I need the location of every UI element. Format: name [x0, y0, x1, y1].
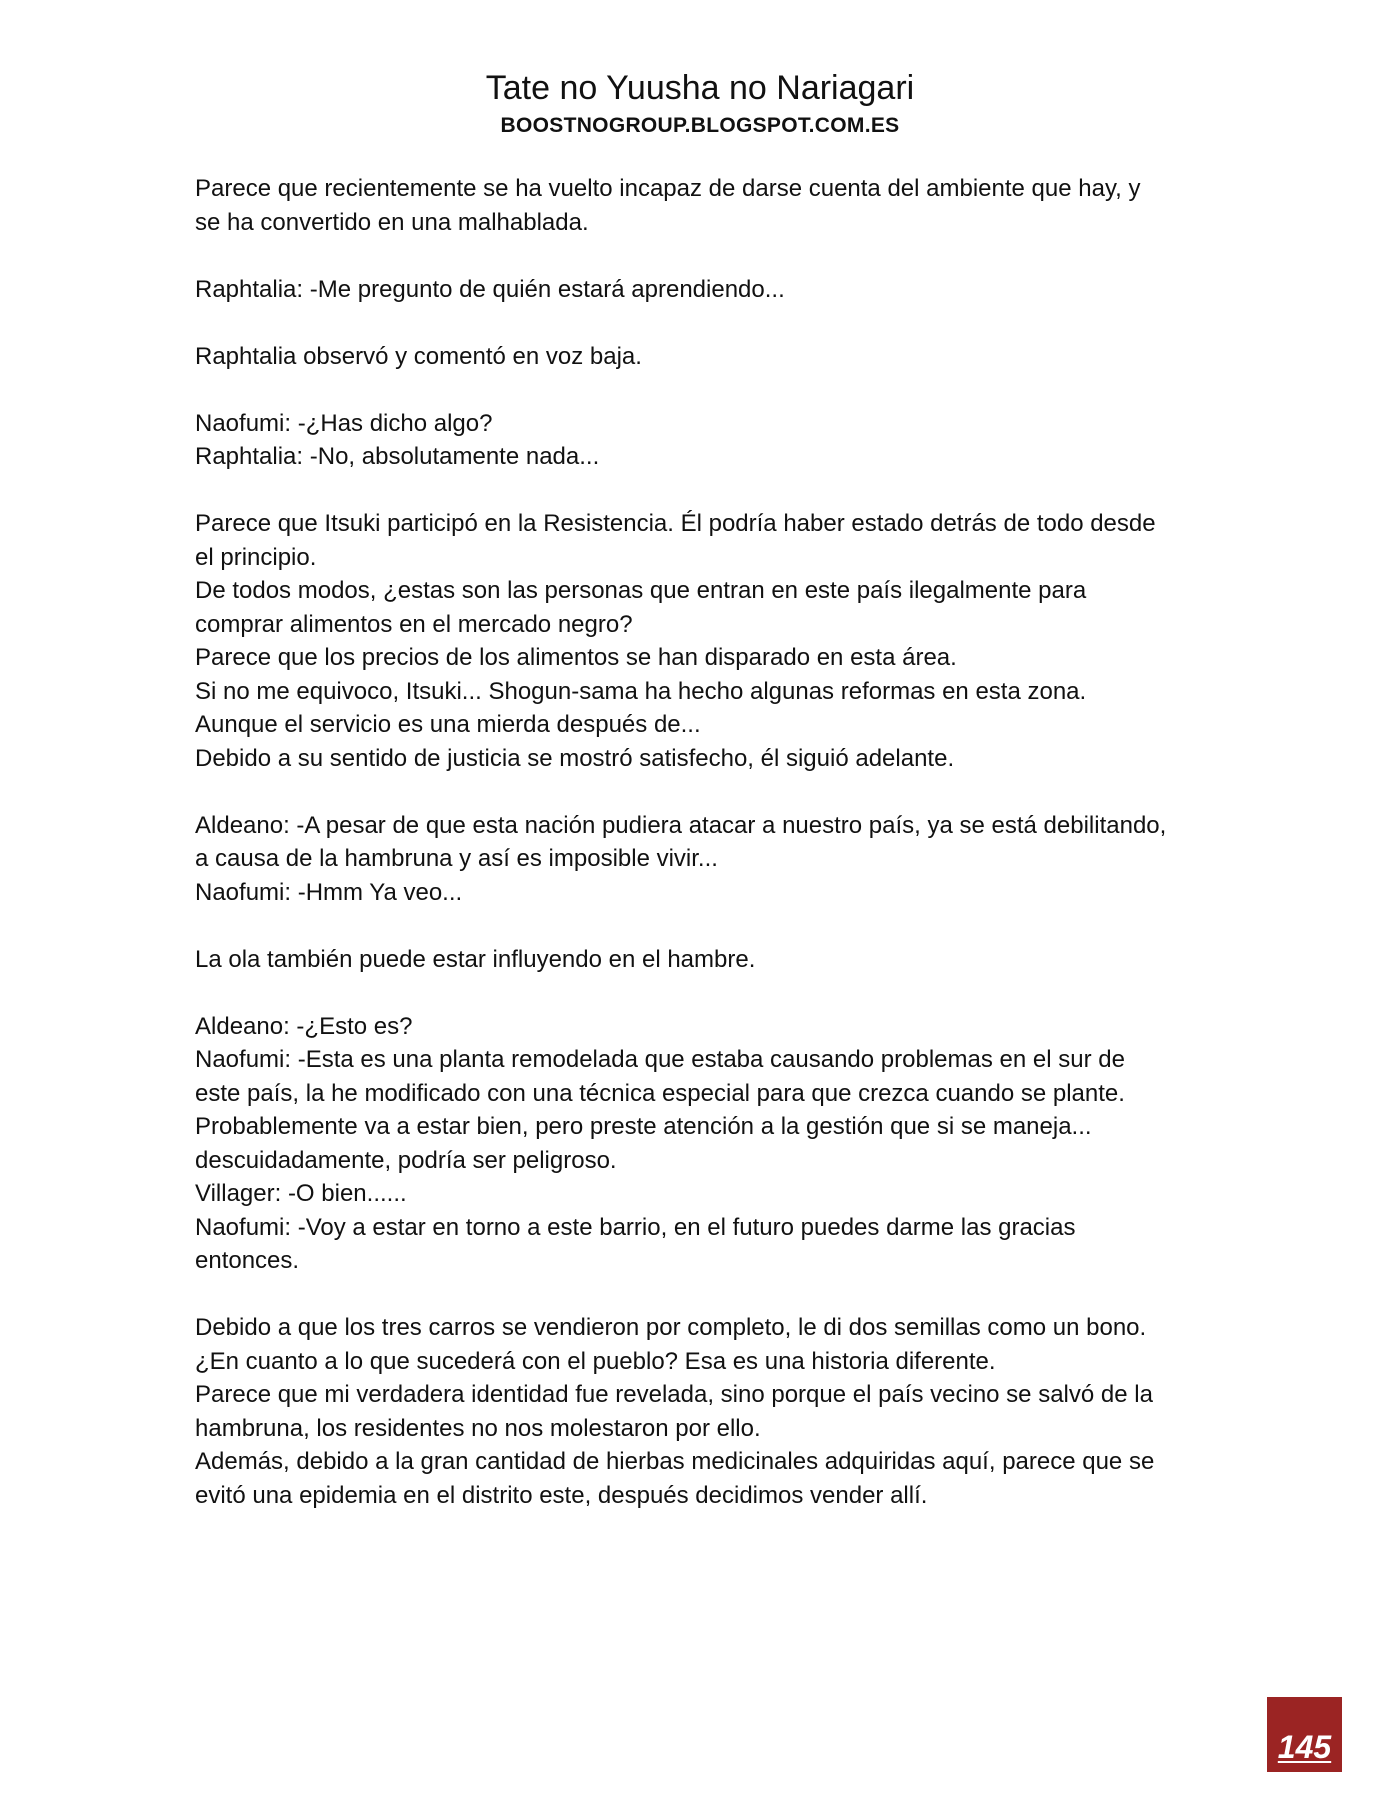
text-line: Aldeano: -A pesar de que esta nación pudiera atacar a nuestro país, ya se está debilitando, [195, 811, 1167, 839]
text-line: Parece que Itsuki participó en la Resistencia. Él podría haber estado detrás de todo desde [195, 510, 1156, 537]
text-line: descuidadamente, podría ser peligroso. [195, 1146, 617, 1174]
text-line: Raphtalia observó y comentó en voz baja. [195, 342, 642, 370]
text-line: Naofumi: -Hmm Ya veo... [195, 878, 463, 906]
document-title: Tate no Yuusha no Nariagari [485, 69, 915, 107]
text-line: Parece que los precios de los alimentos se han disparado en esta área. [195, 644, 957, 671]
text-line: De todos modos, ¿estas son las personas que entran en este país ilegalmente para [195, 577, 1087, 604]
body-text [195, 172, 1215, 1546]
page-number: 145 [1277, 1729, 1332, 1765]
paragraph [195, 407, 1215, 474]
paragraph [195, 507, 1215, 775]
text-line: Raphtalia: -Me pregunto de quién estará aprendiendo... [195, 275, 785, 303]
paragraph [195, 943, 1215, 977]
text-line: La ola también puede estar influyendo en el hambre. [195, 945, 756, 973]
text-line: ¿En cuanto a lo que sucederá con el pueblo? Esa es una historia diferente. [195, 1347, 996, 1375]
text-line: Si no me equivoco, Itsuki... Shogun-sama ha hecho algunas reformas en esta zona. [195, 677, 1087, 705]
text-line: Debido a su sentido de justicia se mostró satisfecho, él siguió adelante. [195, 744, 955, 772]
text-line: Probablemente va a estar bien, pero preste atención a la gestión que si se maneja... [195, 1113, 1092, 1140]
text-line: evitó una epidemia en el distrito este, después decidimos vender allí. [195, 1481, 928, 1509]
paragraph [195, 172, 1215, 239]
paragraph [195, 1010, 1215, 1278]
text-line: se ha convertido en una malhablada. [195, 208, 589, 236]
text-line: Raphtalia: -No, absolutamente nada... [195, 443, 600, 470]
text-line: Aldeano: -¿Esto es? [195, 1012, 413, 1040]
text-line: Debido a que los tres carros se vendieron por completo, le di dos semillas como un bono. [195, 1314, 1147, 1341]
text-line: Villager: -O bien...... [195, 1180, 407, 1207]
text-line: hambruna, los residentes no nos molestaron por ello. [195, 1414, 761, 1442]
paragraph [195, 1311, 1215, 1512]
text-line: Además, debido a la gran cantidad de hierbas medicinales adquiridas aquí, parece que se [195, 1448, 1155, 1475]
text-line: el principio. [195, 543, 317, 571]
paragraph [195, 809, 1215, 910]
text-line: Naofumi: -¿Has dicho algo? [195, 409, 493, 437]
text-line: este país, la he modificado con una técnica especial para que crezca cuando se plante. [195, 1079, 1125, 1107]
paragraph [195, 273, 1215, 307]
text-line: a causa de la hambruna y así es imposible vivir... [195, 845, 718, 872]
text-line: Naofumi: -Voy a estar en torno a este barrio, en el futuro puedes darme las gracias [195, 1213, 1076, 1241]
text-line: Parece que mi verdadera identidad fue revelada, sino porque el país vecino se salvó de la [195, 1381, 1153, 1408]
page-number-badge [1267, 1697, 1342, 1772]
text-line: Naofumi: -Esta es una planta remodelada que estaba causando problemas en el sur de [195, 1046, 1125, 1073]
text-line: Parece que recientemente se ha vuelto incapaz de darse cuenta del ambiente que hay, y [195, 175, 1141, 202]
source-site: BOOSTNOGROUP.BLOGSPOT.COM.ES [500, 114, 900, 137]
text-line: entonces. [195, 1247, 300, 1274]
paragraph [195, 340, 1215, 374]
text-line: Aunque el servicio es una mierda después de... [195, 711, 701, 738]
text-line: comprar alimentos en el mercado negro? [195, 610, 633, 638]
